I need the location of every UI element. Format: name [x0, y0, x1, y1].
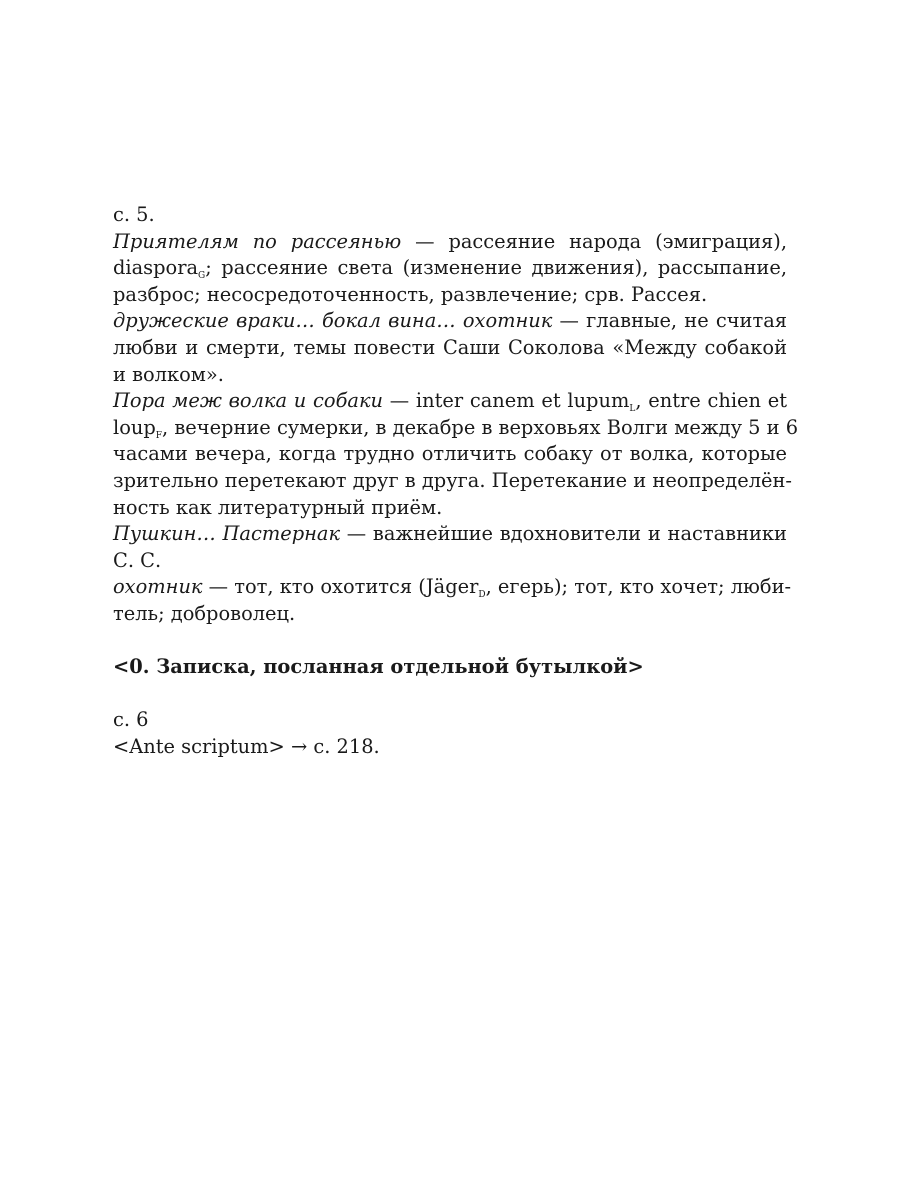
- entry-line: Пора меж волка и собаки — inter canem et lupum$_L$, entre chien et: [113, 389, 787, 415]
- spacer: [113, 628, 787, 655]
- entry-line: часами вечера, когда трудно отличить собаку от волка, которые: [113, 442, 787, 466]
- language-subscript: L: [629, 404, 636, 415]
- section-heading: <0. Записка, посланная отдельной бутылкой>: [113, 655, 644, 679]
- entry-line: Приятелям по рассеянью — рассеяние народа (эмиграция),: [113, 229, 788, 253]
- entry-line: дружеские враки… бокал вина… охотник — главные, не считая: [113, 309, 787, 333]
- page-content: [113, 202, 799, 760]
- entry-line: ность как литературный приём.: [113, 495, 443, 519]
- language-subscript: F: [155, 430, 163, 441]
- entry-line: loup$_F$, вечерние сумерки, в декабре в верховьях Волги между 5 и 6: [113, 415, 799, 441]
- page-ref: с. 5.: [113, 203, 155, 226]
- entry-line: охотник — тот, кто охотится (Jäger$_D$, егерь); тот, кто хочет; люби-: [113, 575, 792, 601]
- entry-term: Пушкин… Пастернак: [113, 522, 341, 546]
- entry-term: охотник: [113, 575, 203, 599]
- entry-line: и волком».: [113, 362, 224, 386]
- entry-term: дружеские враки… бокал вина… охотник: [113, 309, 553, 333]
- entry-line: С. С.: [113, 548, 162, 572]
- cross-reference: <Ante scriptum> → с. 218.: [113, 734, 380, 758]
- entry-term: Приятелям по рассеянью: [113, 229, 402, 253]
- entry-line: тель; доброволец.: [113, 601, 296, 625]
- entry-line: любви и смерти, темы повести Саши Соколова «Между собакой: [113, 335, 787, 359]
- entry-line: зрительно перетекают друг в друга. Перетекание и неопределён-: [113, 468, 792, 492]
- language-subscript: D: [478, 590, 486, 601]
- page-ref: с. 6: [113, 708, 149, 732]
- entry-line: diaspora$_G$; рассеяние света (изменение движения), рассыпание,: [113, 256, 787, 282]
- entry-line: разброс; несосредоточенность, развлечение; срв. Рассея.: [113, 282, 708, 306]
- language-subscript: G: [198, 271, 206, 282]
- spacer: [113, 681, 787, 708]
- entry-line: Пушкин… Пастернак — важнейшие вдохновители и наставники: [113, 522, 787, 546]
- entry-term: Пора меж волка и собаки: [113, 389, 384, 413]
